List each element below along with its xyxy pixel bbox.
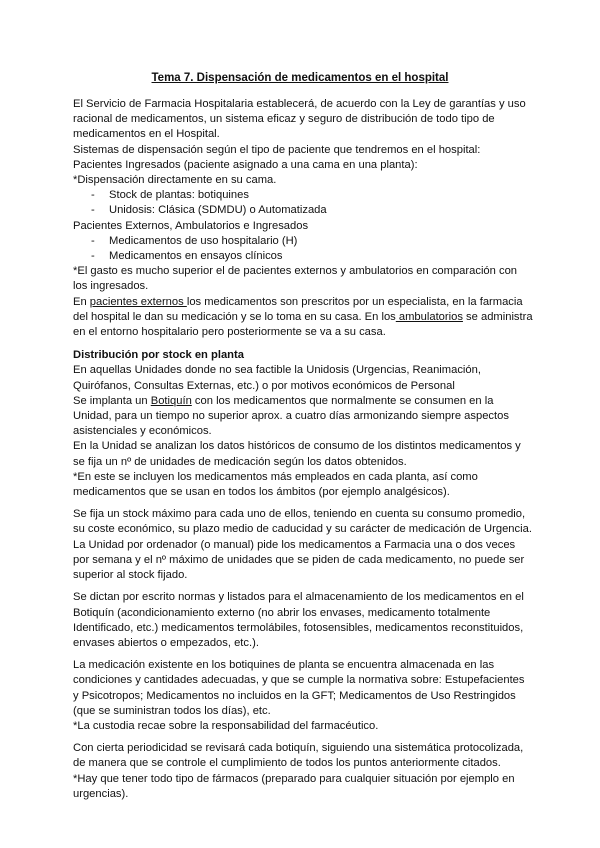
custody-note: *La custodia recae sobre la responsabilidad del farmacéutico. <box>73 719 379 732</box>
expense-note: *El gasto es mucho superior el de pacientes externos y ambulatorios en comparación con los ingresados. <box>73 265 518 293</box>
botiquin-term: Botiquín <box>150 394 192 407</box>
document-body <box>73 97 533 802</box>
text-run: los medicamentos son prescritos por un especialista, en la farmacia del hospital le dan su medicación y se lo toma en su casa. En los <box>73 295 523 323</box>
medication-storage-paragraph: La medicación existente en los botiquines de planta se encuentra almacenada en las condiciones y cantidades adecuadas, y que se cumple la normativa sobre: Estupefacientes y Psicotropos; Medicamentos no incluidos en la GFT; Medicamentos de Uso Restringidos (que se suministran todos los días), etc. <box>73 659 525 717</box>
review-paragraph: Con cierta periodicidad se revisará cada botiquín, siguiendo una sistemática protocolizada, de manera que se controle el cumplimiento de todos los puntos anteriormente citados. <box>73 742 524 770</box>
historical-data-paragraph: En la Unidad se analizan los datos históricos de consumo de los distintos medicamentos y se fija un nº de unidades de medicación según los datos obtenidos. <box>73 440 521 468</box>
list-item: - Medicamentos en ensayos clínicos <box>73 249 533 264</box>
list-item: - Unidosis: Clásica (SDMDU) o Automatizada <box>73 203 533 218</box>
ambulatory-term: ambulatorios <box>395 310 463 323</box>
list-item: - Stock de plantas: botiquines <box>73 188 533 203</box>
botiquin-paragraph <box>73 394 533 440</box>
outpatient-systems-list <box>73 234 533 264</box>
bedside-dispensing-note: *Dispensación directamente en su cama. <box>73 174 277 187</box>
text-run: En <box>73 295 90 308</box>
dispensing-systems-line: Sistemas de dispensación según el tipo de paciente que tendremos en el hospital: <box>73 143 481 156</box>
inpatient-systems-list <box>73 188 533 218</box>
all-drugs-note: *Hay que tener todo tipo de fármacos (preparado para cualquier situación por ejemplo en urgencias). <box>73 772 515 800</box>
units-paragraph: En aquellas Unidades donde no sea factible la Unidosis (Urgencias, Reanimación, Quirófanos, Consultas Externas, etc.) o por motivos económicos de Personal <box>73 364 481 392</box>
storage-rules-paragraph: Se dictan por escrito normas y listados para el almacenamiento de los medicamentos en el Botiquín (acondicionamiento externo (no abrir los envases, medicamento totalmente Identificado, etc.) medicamentos termolábiles, fotosensibles, medicamentos reconstituidos, envases abiertos o empezados, etc.). <box>73 591 524 649</box>
intro-paragraph: El Servicio de Farmacia Hospitalaria establecerá, de acuerdo con la Ley de garantías y uso racional de medicamentos, un sistema eficaz y seguro de distribución de todo tipo de medicamentos en el Hospital. <box>73 98 526 141</box>
external-patients-term: pacientes externos <box>89 295 187 308</box>
list-item: - Medicamentos de uso hospitalario (H) <box>73 234 533 249</box>
inpatients-line: Pacientes Ingresados (paciente asignado a una cama en una planta): <box>73 158 418 171</box>
max-stock-paragraph: Se fija un stock máximo para cada uno de ellos, teniendo en cuenta su consumo promedio, su coste económico, su plazo medio de caducidad y su carácter de medicación de Urgencia. La Unidad por ordenador (o manual) pide los medicamentos a Farmacia una o dos veces por semana y el nº máximo de unidades que se piden de cada medicamento, no puede ser superior al stock fijado. <box>73 508 532 582</box>
text-run: con los medicamentos que normalmente se consumen en la Unidad, para un tiempo no superior aprox. a cuatro días armonizando siempre aspectos asistenciales y económicos. <box>73 394 509 438</box>
included-medicines-note: *En este se incluyen los medicamentos más empleados en cada planta, así como medicamentos que se usan en todos los ámbitos (por ejemplo analgésicos). <box>73 470 478 499</box>
outpatients-line: Pacientes Externos, Ambulatorios e Ingresados <box>73 219 309 232</box>
external-patients-paragraph <box>73 295 533 341</box>
section-heading: Distribución por stock en planta <box>73 349 244 362</box>
text-run: Se implanta un <box>73 394 151 407</box>
text-run: se administra en el entorno hospitalario pero posteriormente se va a su casa. <box>73 310 533 339</box>
page-title: Tema 7. Dispensación de medicamentos en el hospital <box>151 72 449 84</box>
